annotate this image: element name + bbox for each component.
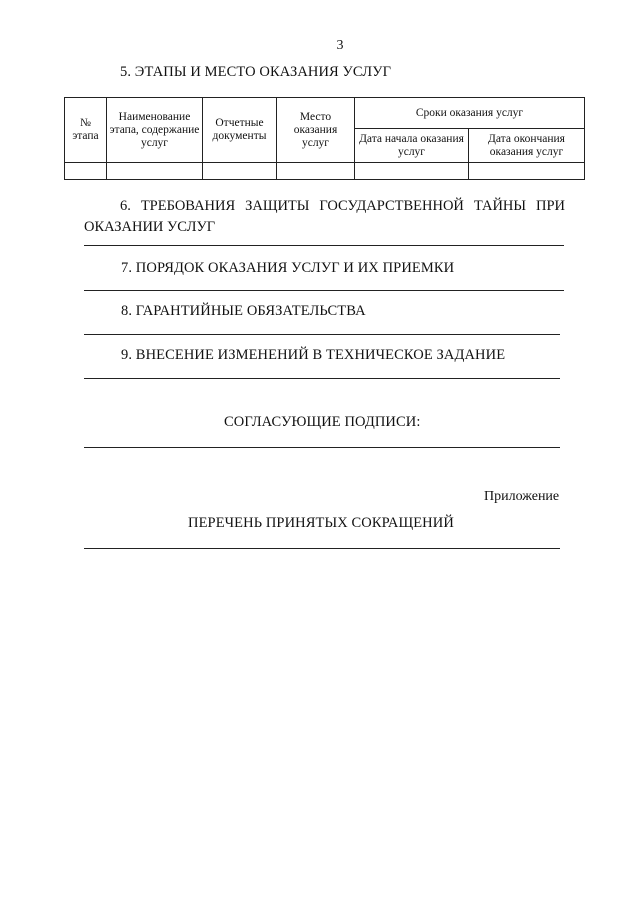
- table-header-row: [65, 98, 585, 129]
- section-6-heading-line2: ОКАЗАНИИ УСЛУГ: [84, 219, 216, 235]
- header-stage-no-line2: этапа: [72, 130, 99, 142]
- table-cell: [203, 163, 277, 180]
- table-cell: [277, 163, 355, 180]
- header-stage-no-line1: №: [80, 117, 91, 129]
- section-7-heading: 7. ПОРЯДОК ОКАЗАНИЯ УСЛУГ И ИХ ПРИЕМКИ: [121, 260, 455, 276]
- table-cell: [65, 163, 107, 180]
- table-cell: [107, 163, 203, 180]
- section-8-rule: [84, 334, 560, 335]
- header-stage-no: [65, 98, 107, 163]
- header-report-docs: Отчетные документы: [203, 98, 277, 163]
- table-row: [65, 163, 585, 180]
- section-5-heading: 5. ЭТАПЫ И МЕСТО ОКАЗАНИЯ УСЛУГ: [120, 64, 392, 80]
- signatures-rule: [84, 447, 560, 448]
- table-cell: [469, 163, 585, 180]
- section-9-rule: [84, 378, 560, 379]
- header-start-date: Дата начала оказания услуг: [355, 129, 469, 163]
- section-6-heading: [84, 196, 565, 238]
- appendix-label: Приложение: [484, 489, 560, 504]
- header-service-terms: Сроки оказания услуг: [355, 98, 585, 129]
- section-6-heading-line1: 6. ТРЕБОВАНИЯ ЗАЩИТЫ ГОСУДАРСТВЕННОЙ ТАЙНЫ ПРИ: [120, 198, 565, 214]
- section-9-heading: 9. ВНЕСЕНИЕ ИЗМЕНЕНИЙ В ТЕХНИЧЕСКОЕ ЗАДАНИЕ: [121, 347, 506, 363]
- signatures-heading: СОГЛАСУЮЩИЕ ПОДПИСИ:: [224, 414, 421, 430]
- section-8-heading: 8. ГАРАНТИЙНЫЕ ОБЯЗАТЕЛЬСТВА: [121, 303, 366, 319]
- section-6-rule: [84, 245, 564, 246]
- stages-table: [64, 97, 585, 180]
- page-number: 3: [336, 38, 344, 53]
- header-service-place: Место оказания услуг: [277, 98, 355, 163]
- appendix-title: ПЕРЕЧЕНЬ ПРИНЯТЫХ СОКРАЩЕНИЙ: [188, 515, 454, 531]
- header-stage-name: Наименование этапа, содержание услуг: [107, 98, 203, 163]
- section-7-rule: [84, 290, 564, 291]
- appendix-rule: [84, 548, 560, 549]
- header-end-date: Дата окончания оказания услуг: [469, 129, 585, 163]
- table-cell: [355, 163, 469, 180]
